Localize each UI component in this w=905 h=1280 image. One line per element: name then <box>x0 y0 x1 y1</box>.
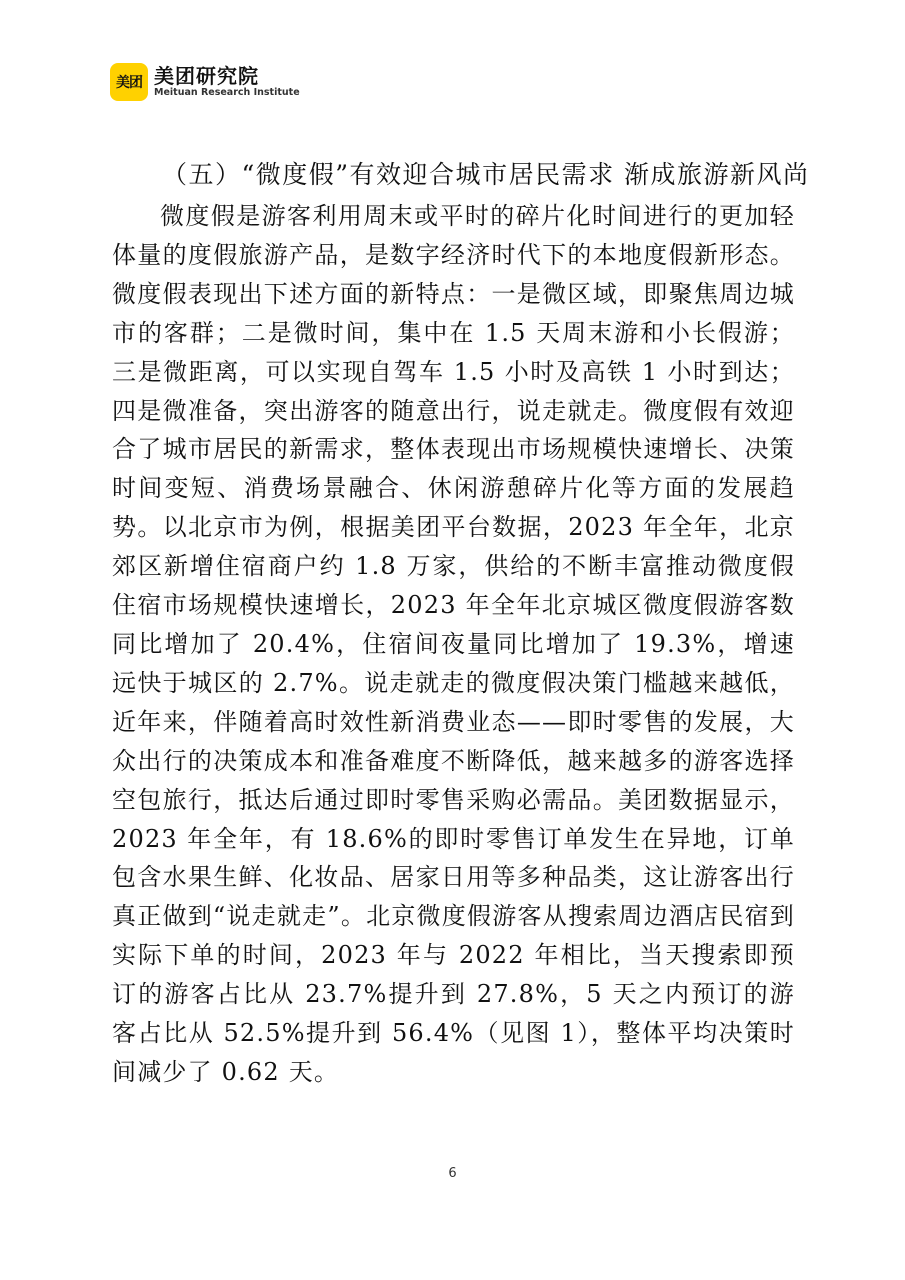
section-title: （五）“微度假”有效迎合城市居民需求 渐成旅游新风尚 <box>162 160 810 189</box>
meituan-logo-icon: 美团 <box>110 63 148 101</box>
body-paragraph: 微度假是游客利用周末或平时的碎片化时间进行的更加轻体量的度假旅游产品，是数字经济时代下的本地度假新形态。微度假表现出下述方面的新特点：一是微区域，即聚焦周边城市的客群；二是微时间，集中在 1.5 天周末游和小长假游；三是微距离，可以实现自驾车 1.5 小时及高铁 1 小时到达；四是微准备，突出游客的随意出行，说走就走。微度假有效迎合了城市居民的新需求，整体表现出市场规模快速增长、决策时间变短、消费场景融合、休闲游憩碎片化等方面的发展趋势。以北京市为例，根据美团平台数据，2023 年全年，北京郊区新增住宿商户约 1.8 万家，供给的不断丰富推动微度假住宿市场规模快速增长，2023 年全年北京城区微度假游客数同比增加了 20.4%，住宿间夜量同比增加了 19.3%，增速远快于城区的 2.7%。说走就走的微度假决策门槛越来越低，近年来，伴随着高时效性新消费业态——即时零售的发展，大众出行的决策成本和准备难度不断降低，越来越多的游客选择空包旅行，抵达后通过即时零售采购必需品。美团数据显示，2023 年全年，有 18.6%的即时零售订单发生在异地，订单包含水果生鲜、化妆品、居家日用等多种品类，这让游客出行真正做到“说走就走”。北京微度假游客从搜索周边酒店民宿到实际下单的时间，2023 年与 2022 年相比，当天搜索即预订的游客占比从 23.7%提升到 27.8%，5 天之内预订的游客占比从 52.5%提升到 56.4%（见图 1），整体平均决策时间减少了 0.62 天。 <box>112 202 795 1086</box>
org-name-cn: 美团研究院 <box>154 64 259 88</box>
org-name-en: Meituan Research Institute <box>154 87 300 98</box>
page-number: 6 <box>448 1166 457 1181</box>
header-logo <box>110 62 300 102</box>
document-content <box>112 153 810 1092</box>
logo-text <box>154 65 300 99</box>
